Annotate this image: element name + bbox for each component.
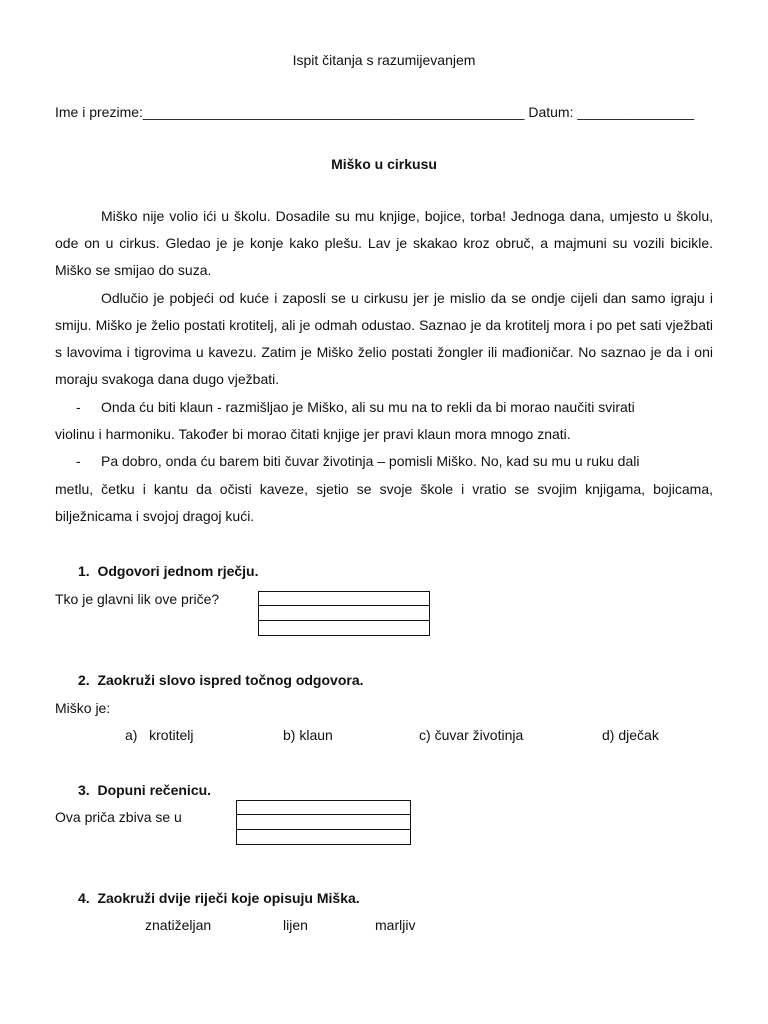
date-line: _______________: [577, 104, 695, 120]
option-b[interactable]: [283, 727, 333, 743]
question-number: 1.: [78, 563, 90, 579]
question-4-heading: [78, 890, 360, 906]
answer-box-1-row-1[interactable]: [258, 591, 430, 606]
story-title: Miško u cirkusu: [331, 156, 437, 172]
question-number: 4.: [78, 890, 90, 906]
option-text: klaun: [299, 727, 333, 743]
dialogue-1-line-1: Onda ću biti klaun - razmišljao je Miško, ali su mu na to rekli da bi morao naučiti svirati: [101, 399, 635, 415]
name-field[interactable]: [55, 104, 694, 120]
question-3-prompt: Ova priča zbiva se u: [55, 809, 182, 825]
question-4-title: Zaokruži dvije riječi koje opisuju Miška.: [97, 890, 360, 906]
option-letter: d): [602, 727, 615, 743]
question-2-prompt: Miško je:: [55, 700, 111, 716]
option-a[interactable]: [125, 727, 193, 743]
story-dialogue-2: [55, 448, 713, 475]
answer-box-1-row-2[interactable]: [258, 605, 430, 621]
question-number: 3.: [78, 782, 90, 798]
option-text: dječak: [618, 727, 659, 743]
word-option-2[interactable]: lijen: [283, 917, 308, 933]
option-c[interactable]: [419, 727, 523, 743]
question-2-title: Zaokruži slovo ispred točnog odgovora.: [97, 672, 364, 688]
question-3-title: Dopuni rečenicu.: [97, 782, 212, 798]
dialogue-2-rest: metlu, četku i kantu da očisti kaveze, sjetio se svoje škole i vratio se svojim knjigama, bojicama, bilježnicama i svojoj dragoj kući.: [55, 481, 713, 524]
dialogue-2-line-1: Pa dobro, onda ću barem biti čuvar životinja – pomisli Miško. No, kad su mu u ruku dali: [101, 453, 640, 469]
word-option-1[interactable]: znatiželjan: [145, 917, 212, 933]
answer-box-1-row-3[interactable]: [258, 620, 430, 636]
answer-box-3-row-1[interactable]: [236, 800, 411, 815]
question-1-heading: [78, 563, 259, 579]
question-number: 2.: [78, 672, 90, 688]
option-letter: c): [419, 727, 431, 743]
option-letter: b): [283, 727, 296, 743]
story-paragraph-1: Miško nije volio ići u školu. Dosadile su mu knjige, bojice, torba! Jednoga dana, umjesto u školu, ode on u cirkus. Gledao je je konje kako plešu. Lav je skakao kroz obruč, a majmuni su vozili bicikle. Miško se smijao do suza.: [55, 208, 713, 278]
story-paragraph-2: Odlučio je pobjeći od kuće i zaposli se u cirkusu jer je mislio da se ondje cijeli dan samo igraju i smiju. Miško je želio postati krotitelj, ali je odmah odustao. Saznao je da krotitelj mora i po pet sati vježbati s lavovima i tigrovima u kavezu. Zatim je Miško želio postati žongler ili mađioničar. No saznao je da i oni moraju svakoga dana dugo vježbati.: [55, 290, 713, 387]
answer-box-3-row-2[interactable]: [236, 814, 411, 830]
dialogue-1-line-2: violinu i harmoniku. Također bi morao čitati knjige jer pravi klaun mora mnogo znati.: [55, 426, 571, 442]
date-label: Datum:: [528, 104, 574, 120]
name-label: Ime i prezime:: [55, 104, 143, 120]
option-text: krotitelj: [149, 727, 194, 743]
answer-box-3-row-3[interactable]: [236, 829, 411, 845]
dash-mark: -: [76, 399, 81, 415]
option-letter: a): [125, 727, 138, 743]
word-option-3[interactable]: marljiv: [375, 917, 416, 933]
question-1-title: Odgovori jednom rječju.: [97, 563, 259, 579]
dash-mark: -: [76, 453, 81, 469]
question-1-prompt: Tko je glavni lik ove priče?: [55, 591, 220, 607]
option-text: čuvar životinja: [434, 727, 524, 743]
question-2-heading: [78, 672, 364, 688]
story-dialogue-1: [55, 394, 713, 421]
option-d[interactable]: [602, 727, 659, 743]
name-line: _________________________________________________: [142, 104, 525, 120]
question-3-heading: [78, 782, 211, 798]
document-title: Ispit čitanja s razumijevanjem: [292, 52, 476, 68]
